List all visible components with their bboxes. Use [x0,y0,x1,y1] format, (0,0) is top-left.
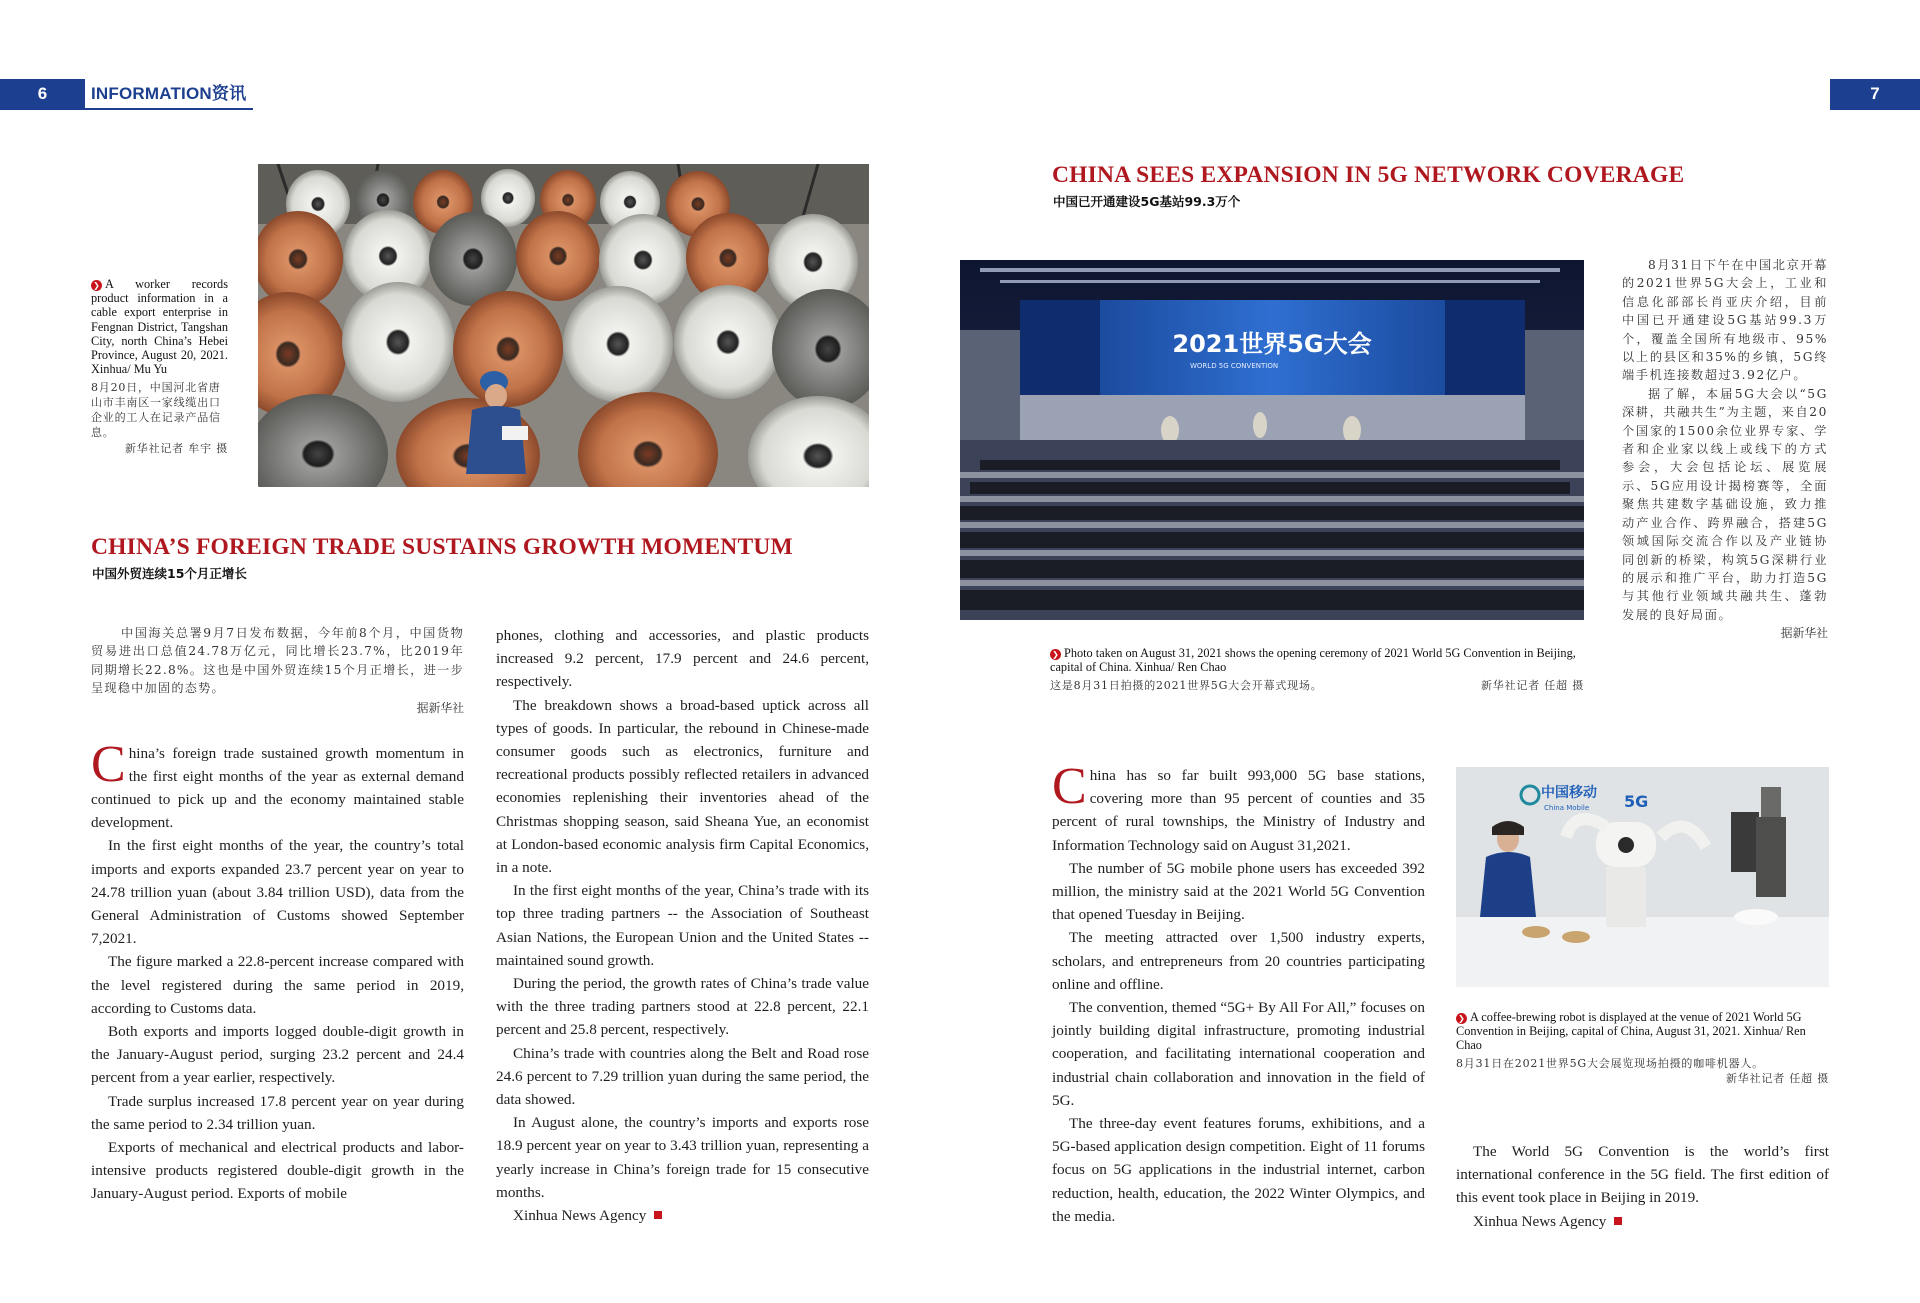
caption-credit: 新华社记者 任超 摄 [1481,679,1584,693]
sidebar-paragraph: 据了解，本届5G大会以“5G深耕，共融共生”为主题，来自20个国家的1500余位业界专家、学者和企业家以线上或线下的方式参会，大会包括论坛、展览展示、5G应用设计揭榜赛等，全面聚焦共建数字基础设施，致力推动产业合作、跨界融合，搭建5G领域国际交流合作以及产业链协同创新的桥梁，构筑5G深耕行业的展示和推广平台，助力打造5G与其他行业领域共融共生、蓬勃发展的良好局面。 [1622,386,1828,622]
article-lead: hina’s foreign trade sustained growth momentum in the first eight months of the year as external demand continued to pick up and the economy maintained stable development. [91,744,464,832]
left-page-number: 6 [0,79,85,109]
article-paragraph: The breakdown shows a broad-based uptick across all types of goods. In particular, the rebound in Chinese-made consumer goods such as electronics, furniture and recreational products possibly reflected retailers in advanced economies replenishing their inventories ahead of the Christmas shopping season, said Sheana Yue, an economist at London-based economic analysis firm Capital Economics, in a note. [496,696,869,877]
article-paragraph: Exports of mechanical and electrical products and labor-intensive products registered double-digit growth in the January-August period. Exports of mobile [91,1139,464,1203]
left-signature [496,1204,869,1227]
stage-screen-subtitle: WORLD 5G CONVENTION [1190,362,1279,370]
article-paragraph: phones, clothing and accessories, and plastic products increased 9.2 percent, 17.9 percent and 24.6 percent, respectively. [496,627,869,691]
left-article-column-1 [91,624,464,1206]
caption-arrow-icon: ❯ [1050,649,1061,660]
article-paragraph: The three-day event features forums, exhibitions, and a 5G-based application design competition. Eight of 11 forums focus on 5G applications in the industrial internet, carbon reduction, health, education, the 2022 Winter Olympics, and the media. [1052,1115,1425,1225]
article-paragraph: The number of 5G mobile phone users has exceeded 392 million, the ministry said at the 2021 World 5G Convention that opened Tuesday in Beijing. [1052,859,1425,924]
5g-subhead: 中国已开通建设5G基站99.3万个 [1053,194,1241,209]
foreign-trade-subhead: 中国外贸连续15个月正增长 [92,566,247,581]
drop-cap: C [1052,758,1087,815]
caption-en-text: Photo taken on August 31, 2021 shows the opening ceremony of 2021 World 5G Convention in Beijing, capital of China. Xinhua/ Ren Chao [1050,646,1576,675]
cable-photo-caption [91,277,228,456]
5g-sidebar-zh [1622,256,1828,641]
left-article-column-2 [496,624,869,1227]
article-paragraph: In the first eight months of the year, China’s trade with its top three trading partners -- the Association of Southeast Asian Nations, the European Union and the United States -- maintained sound growth. [496,882,869,969]
right-signature [1456,1210,1829,1233]
caption-zh-text: 8月20日，中国河北省唐山市丰南区一家线缆出口企业的工人在记录产品信息。 [91,381,221,440]
drop-cap: C [91,735,126,793]
stage-screen-title: 2021世界5G大会 [1172,330,1372,358]
5g-headline: CHINA SEES EXPANSION IN 5G NETWORK COVERAGE [1052,162,1685,188]
5g-closing [1456,1140,1829,1233]
section-label: INFORMATION资讯 [91,84,247,103]
caption-arrow-icon: ❯ [91,280,102,291]
article-paragraph: During the period, the growth rates of China’s trade value with the three trading partners stood at 22.8 percent, 22.1 percent and 25.8 percent, respectively. [496,975,869,1039]
signature-text: Xinhua News Agency [513,1207,647,1225]
caption-zh-text: 8月31日在2021世界5G大会展览现场拍摄的咖啡机器人。 [1456,1056,1764,1070]
signature-text: Xinhua News Agency [1473,1212,1607,1230]
5g-convention-photo [960,260,1584,620]
trade-summary-credit: 据新华社 [416,700,464,715]
article-paragraph: The convention, themed “5G+ By All For All,” focuses on jointly building digital infrastructure, promoting industrial cooperation, and facilitating international cooperation and industrial chain collaboration and innovation in the field of 5G. [1052,999,1425,1109]
article-paragraph: The meeting attracted over 1,500 industry experts, scholars, and entrepreneurs from 20 countries participating online and offline. [1052,929,1425,993]
caption-en-text: A coffee-brewing robot is displayed at the venue of 2021 World 5G Convention in Beijing, capital of China, August 31, 2021. Xinhua/ Ren Chao [1456,1010,1806,1053]
article-paragraph: Trade surplus increased 17.8 percent year on year during the same period to 2.34 trillion yuan. [91,1092,464,1133]
china-mobile-sign-en: China Mobile [1544,804,1590,812]
article-paragraph: China’s trade with countries along the Belt and Road rose 24.6 percent to 7.29 trillion yuan during the same period, the data showed. [496,1044,869,1109]
article-paragraph: The figure marked a 22.8-percent increase compared with the level registered during the same period in 2019, according to Customs data. [91,953,464,1017]
trade-summary-zh: 中国海关总署9月7日发布数据，今年前8个月，中国货物贸易进出口总值24.78万亿元，同比增长23.7%，比2019年同期增长22.8%。这也是中国外贸连续15个月正增长，进一步呈现稳中加固的态势。 [91,626,464,696]
convention-photo-caption [1050,646,1584,693]
end-mark-icon [654,1211,662,1219]
caption-en-text: A worker records product information in a cable export enterprise in Fengnan District, Tangshan City, north China’s Hebei Province, August 20, 2021. Xinhua/ Mu Yu [91,277,228,377]
caption-credit: 新华社记者 牟宇 摄 [125,442,228,456]
article-paragraph: In the first eight months of the year, the country’s total imports and exports expanded 23.7 percent year on year to 24.78 trillion yuan (about 3.84 trillion USD), data from the General Administration of Customs showed September 7,2021. [91,837,464,948]
foreign-trade-headline: CHINA’S FOREIGN TRADE SUSTAINS GROWTH MOMENTUM [91,534,793,560]
caption-credit: 新华社记者 任超 摄 [1726,1071,1829,1085]
article-lead: hina has so far built 993,000 5G base stations, covering more than 95 percent of counties and 35 percent of rural townships, the Ministry of Industry and Information Technology said on August 31,2021. [1052,767,1425,854]
china-mobile-sign: 中国移动 [1541,785,1597,801]
sidebar-credit: 据新华社 [1780,626,1828,641]
5g-article-body [1052,758,1425,1228]
article-paragraph: In August alone, the country’s imports and exports rose 18.9 percent year on year to 3.43 trillion yuan, representing a yearly increase in China’s foreign trade for 15 consecutive months. [496,1114,869,1201]
article-paragraph: Both exports and imports logged double-digit growth in the January-August period, surging 23.2 percent and 24.4 percent from a year earlier, respectively. [91,1023,464,1087]
cable-spools-photo [258,164,869,487]
caption-arrow-icon: ❯ [1456,1013,1467,1024]
sidebar-paragraph: 8月31日下午在中国北京开幕的2021世界5G大会上，工业和信息化部部长肖亚庆介绍，目前中国已开通建设5G基站99.3万个，覆盖全国所有地级市、95%以上的县区和35%的乡镇，5G终端手机连接数超过3.92亿户。 [1622,258,1828,383]
coffee-robot-photo [1456,767,1829,987]
right-page-number: 7 [1830,79,1920,109]
5g-sign: 5G [1624,792,1649,811]
robot-photo-caption [1456,1010,1829,1086]
end-mark-icon [1614,1217,1622,1225]
caption-zh-text: 这是8月31日拍摄的2021世界5G大会开幕式现场。 [1050,679,1323,693]
article-paragraph: The World 5G Convention is the world’s first international conference in the 5G field. The first edition of this event took place in Beijing in 2019. [1456,1143,1829,1207]
